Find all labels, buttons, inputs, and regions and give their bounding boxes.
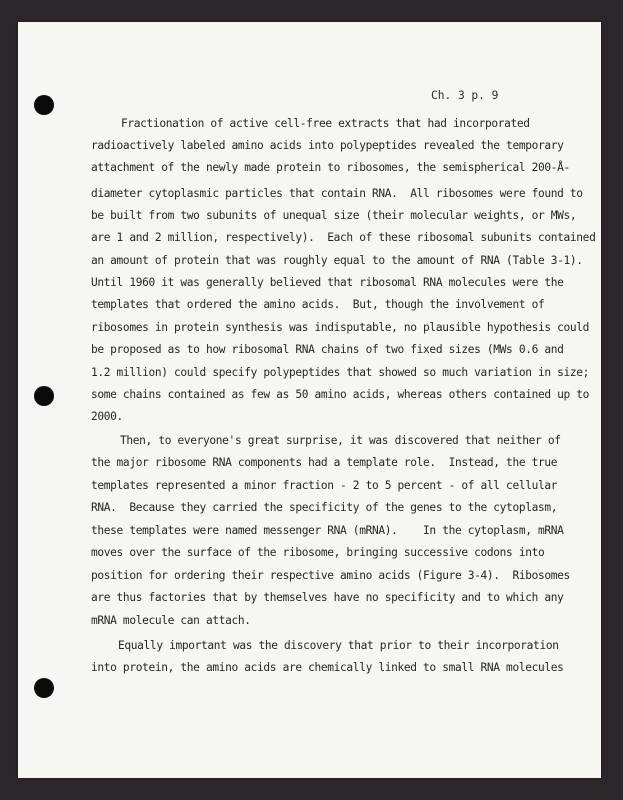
text-line: are thus factories that by themselves have no specificity and to which any: [91, 591, 564, 604]
text-line: 1.2 million) could specify polypeptides that showed so much variation in size;: [91, 366, 590, 379]
text-line: ribosomes in protein synthesis was indisputable, no plausible hypothesis could: [91, 321, 590, 334]
text-line: moves over the surface of the ribosome, bringing successive codons into: [91, 546, 545, 559]
text-line: some chains contained as few as 50 amino acids, whereas others contained up to: [91, 388, 590, 401]
binder-hole-top: [34, 95, 54, 115]
text-line: diameter cytoplasmic particles that contain RNA. All ribosomes were found to: [91, 187, 583, 200]
text-line: an amount of protein that was roughly equal to the amount of RNA (Table 3-1).: [91, 254, 583, 267]
text-line: 2000.: [91, 410, 123, 423]
text-line: position for ordering their respective amino acids (Figure 3-4). Ribosomes: [91, 569, 570, 582]
text-line: templates that ordered the amino acids. But, though the involvement of: [91, 298, 545, 311]
text-line: be built from two subunits of unequal size (their molecular weights, or MWs,: [91, 209, 577, 222]
text-line: into protein, the amino acids are chemically linked to small RNA molecules: [91, 661, 564, 674]
text-line: attachment of the newly made protein to ribosomes, the semispherical 200-Å-: [91, 161, 570, 174]
text-line: are 1 and 2 million, respectively). Each of these ribosomal subunits contained: [91, 231, 596, 244]
text-line: RNA. Because they carried the specificity of the genes to the cytoplasm,: [91, 501, 558, 514]
text-line: Until 1960 it was generally believed that ribosomal RNA molecules were the: [91, 276, 564, 289]
text-line: radioactively labeled amino acids into polypeptides revealed the temporary: [91, 139, 564, 152]
text-line: mRNA molecule can attach.: [91, 614, 251, 627]
text-line: the major ribosome RNA components had a template role. Instead, the true: [91, 456, 558, 469]
binder-hole-bottom: [34, 678, 54, 698]
text-line: be proposed as to how ribosomal RNA chains of two fixed sizes (MWs 0.6 and: [91, 343, 564, 356]
text-line: templates represented a minor fraction - 2 to 5 percent - of all cellular: [91, 479, 558, 492]
page-reference: Ch. 3 p. 9: [431, 89, 499, 102]
text-line: Fractionation of active cell-free extracts that had incorporated: [121, 117, 530, 130]
text-line: these templates were named messenger RNA (mRNA). In the cytoplasm, mRNA: [91, 524, 564, 537]
binder-hole-middle: [34, 386, 54, 406]
text-line: Then, to everyone's great surprise, it was discovered that neither of: [120, 434, 561, 447]
text-line: Equally important was the discovery that prior to their incorporation: [118, 639, 559, 652]
